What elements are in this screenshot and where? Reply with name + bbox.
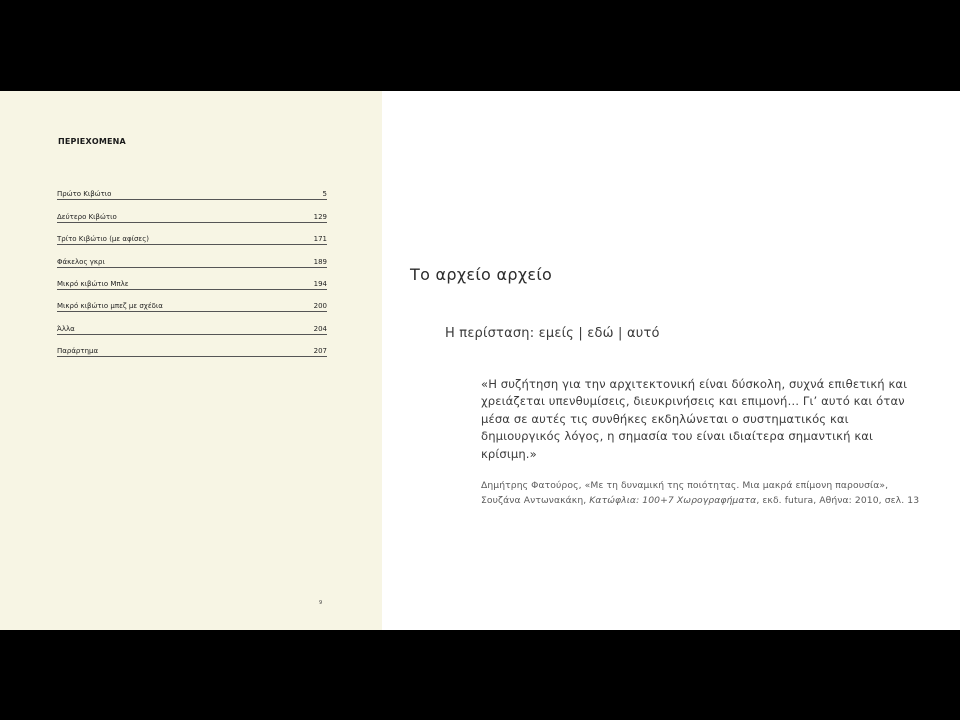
toc-page: 207 [313, 347, 327, 356]
toc-row [57, 290, 327, 312]
toc-page: 189 [313, 257, 327, 266]
toc-row [57, 245, 327, 267]
right-page [382, 91, 960, 630]
toc-page: 200 [313, 302, 327, 311]
section-title: Το αρχείο αρχείο [410, 265, 553, 284]
toc-title: Φάκελος γκρι [57, 257, 105, 266]
citation [481, 479, 921, 509]
toc-heading: ΠΕΡΙΕΧΟΜΕΝΑ [58, 137, 126, 146]
toc-title: Πρώτο Κιβώτιο [57, 190, 112, 199]
toc-page: 194 [313, 279, 327, 288]
toc-title: Δεύτερο Κιβώτιο [57, 212, 117, 221]
toc-page: 129 [313, 212, 327, 221]
toc-page: 204 [313, 324, 327, 333]
left-page [0, 91, 382, 630]
citation-book-title: Κατώφλια: 100+7 Χωρογραφήματα [589, 494, 757, 506]
page-number: 9 [319, 600, 323, 606]
toc-list [57, 178, 327, 357]
toc-page: 171 [313, 235, 327, 244]
toc-title: Τρίτο Κιβώτιο (με αφίσες) [57, 235, 150, 244]
toc-row [57, 223, 327, 245]
toc-title: Μικρό κιβώτιο μπεζ με σχέδια [57, 302, 163, 311]
toc-page: 5 [322, 190, 327, 199]
citation-prefix: Δημήτρης Φατούρος, «Με τη δυναμική της ποιότητας. Μια μακρά επίμονη παρουσία», Σουζάνα Αντωνακάκη, [481, 480, 889, 506]
toc-row [57, 200, 327, 222]
section-subtitle: Η περίσταση: εμείς | εδώ | αυτό [445, 326, 660, 341]
toc-row [57, 335, 327, 357]
citation-suffix: , εκδ. futura, Αθήνα: 2010, σελ. 13 [756, 494, 920, 506]
quote: «Η συζήτηση για την αρχιτεκτονική είναι δύσκολη, συχνά επιθετική και χρειάζεται υπενθυμίσεις, διευκρινήσεις και επιμονή… Γι’ αυτό και όταν μέσα σε αυτές τις συνθήκες εκδηλώνεται ο συστηματικός και δημιουργικός λόγος, η σημασία του είναι ιδιαίτερα σημαντική και κρίσιμη.» [481, 377, 908, 461]
toc-row [57, 178, 327, 200]
toc-row [57, 312, 327, 334]
book-spread [0, 91, 960, 630]
toc-title: Παράρτημα [57, 347, 99, 356]
toc-row [57, 268, 327, 290]
toc-title: Μικρό κιβώτιο Μπλε [57, 279, 129, 288]
toc-title: Άλλα [57, 324, 75, 333]
